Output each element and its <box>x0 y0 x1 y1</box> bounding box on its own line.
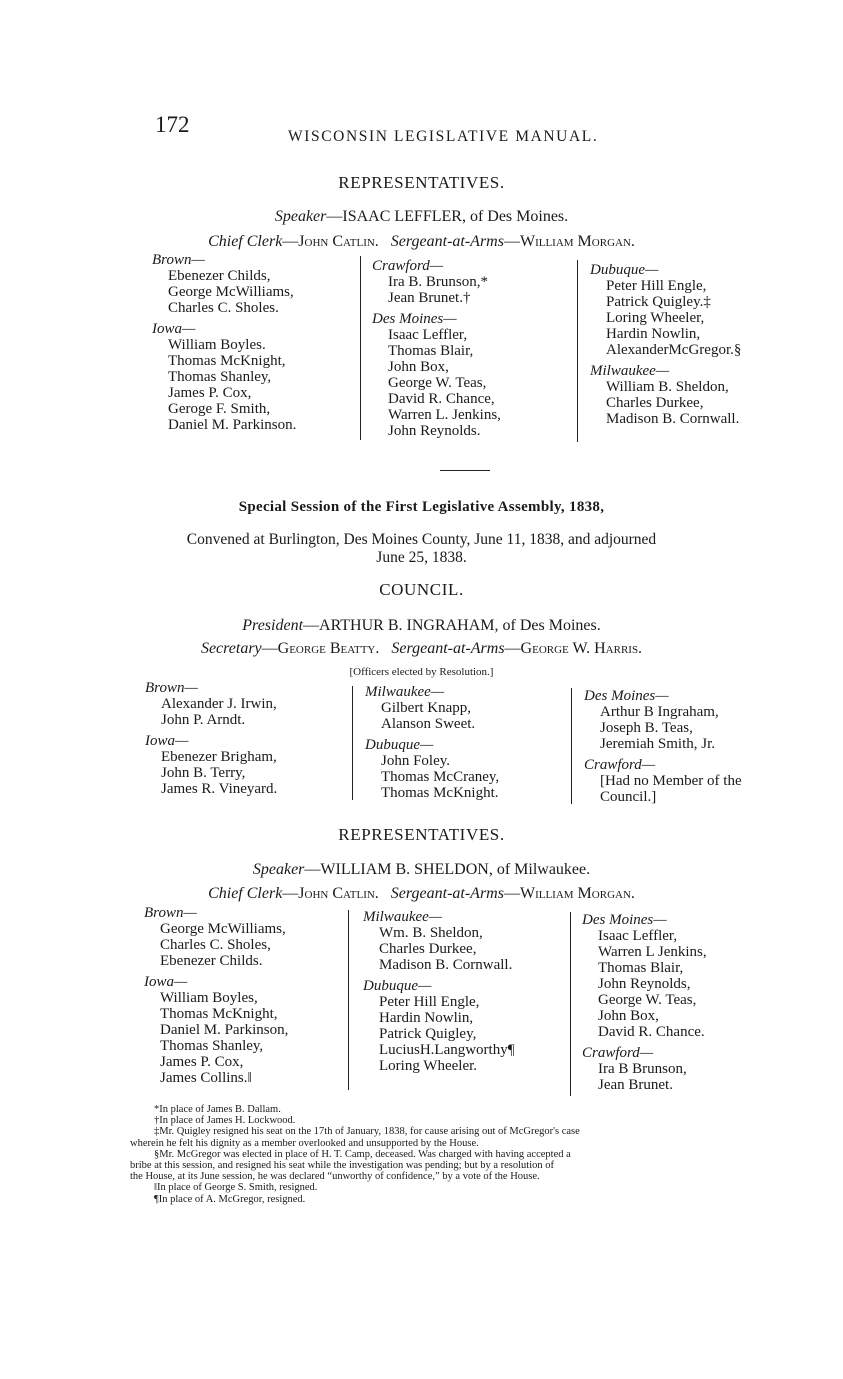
member-name: Charles C. Sholes. <box>168 300 279 316</box>
column-divider <box>577 260 578 442</box>
county-group <box>584 757 789 805</box>
county-name: Dubuque— <box>590 262 659 278</box>
county-name: Milwaukee— <box>363 909 443 925</box>
county-group <box>372 258 577 306</box>
president-role: President <box>242 617 304 634</box>
member-name: Geroge F. Smith, <box>168 401 271 417</box>
county-name: Milwaukee— <box>365 684 445 700</box>
secretary-line <box>0 640 843 658</box>
member-name: William B. Sheldon, <box>606 379 729 395</box>
footnote-line: ‡Mr. Quigley resigned his seat on the 17th of January, 1838, for cause arising out of McGregor's case <box>154 1126 580 1138</box>
county-group <box>363 978 568 1074</box>
council-sergeant-name: —George W. Harris. <box>504 640 643 657</box>
member-name: Wm. B. Sheldon, <box>379 925 483 941</box>
sergeant-role: Sergeant-at-Arms <box>390 885 504 902</box>
footnote-line: the House, at its June session, he was declared “unworthy of confidence,” by a vote of the House. <box>130 1171 540 1183</box>
footnote-line: ¶In place of A. McGregor, resigned. <box>154 1193 306 1205</box>
speaker-name: —ISAAC LEFFLER, of Des Moines. <box>326 208 569 225</box>
member-name: George McWilliams, <box>160 921 286 937</box>
sergeant-role: Sergeant-at-Arms <box>390 233 504 250</box>
member-name: William Boyles. <box>168 337 266 353</box>
county-group <box>363 909 568 973</box>
county-group <box>590 363 810 427</box>
clerk-line-2 <box>0 885 843 903</box>
speaker-line-1 <box>0 208 843 226</box>
county-name: Dubuque— <box>365 737 434 753</box>
county-group <box>145 680 345 728</box>
member-name: John P. Arndt. <box>161 712 246 728</box>
member-name: John Foley. <box>381 753 451 769</box>
convened-line-1: Convened at Burlington, Des Moines County, June 11, 1838, and adjourned <box>186 531 657 548</box>
member-name: James P. Cox, <box>168 385 252 401</box>
member-name: Loring Wheeler, <box>606 310 705 326</box>
county-group <box>584 688 789 752</box>
member-name: Thomas McCraney, <box>381 769 500 785</box>
member-name: Thomas McKnight. <box>381 785 499 801</box>
sec2-col3 <box>582 912 787 1098</box>
president-line <box>0 617 843 635</box>
member-name: Jeremiah Smith, Jr. <box>600 736 715 752</box>
clerk-name: —John Catlin. <box>282 233 379 250</box>
county-name: Brown— <box>145 680 198 696</box>
council-col1 <box>145 680 345 802</box>
footnotes <box>130 1104 780 1205</box>
clerk-line-1 <box>0 233 843 251</box>
member-name: Thomas McKnight, <box>168 353 286 369</box>
member-name: William Boyles, <box>160 990 258 1006</box>
clerk-role: Chief Clerk <box>208 885 283 902</box>
member-name: Jean Brunet. <box>598 1077 673 1093</box>
column-divider <box>360 256 361 440</box>
member-name: Ira B. Brunson,* <box>388 274 488 290</box>
convened-line-2: June 25, 1838. <box>376 549 467 566</box>
section-rule <box>440 470 490 471</box>
member-name: Alexander J. Irwin, <box>161 696 277 712</box>
member-name: [Had no Member of the Council.] <box>600 773 742 805</box>
member-name: Jean Brunet.† <box>388 290 471 306</box>
member-name: Daniel M. Parkinson. <box>168 417 297 433</box>
member-name: Thomas Shanley, <box>160 1038 264 1054</box>
sec1-col2 <box>372 258 577 444</box>
county-group <box>365 684 565 732</box>
clerk-role: Chief Clerk <box>208 233 283 250</box>
secretary-role: Secretary <box>200 640 262 657</box>
county-group <box>144 974 344 1086</box>
footnote-line: bribe at this session, and resigned his seat while the investigation was pending; but by a resolution of <box>130 1160 555 1172</box>
member-name: Charles Durkee, <box>606 395 704 411</box>
county-name: Des Moines— <box>584 688 669 704</box>
column-divider <box>571 688 572 804</box>
county-name: Dubuque— <box>363 978 432 994</box>
member-name: Isaac Leffler, <box>388 327 468 343</box>
member-name: LuciusH.Langworthy¶ <box>379 1042 515 1058</box>
member-name: James R. Vineyard. <box>161 781 278 797</box>
representatives-heading-2: REPRESENTATIVES. <box>338 825 505 844</box>
representatives-heading-1: REPRESENTATIVES. <box>338 173 505 192</box>
session-title: Special Session of the First Legislative Assembly, 1838, <box>238 499 605 515</box>
member-name: Peter Hill Engle, <box>606 278 707 294</box>
member-name: Warren L. Jenkins, <box>388 407 501 423</box>
member-name: Hardin Nowlin, <box>379 1010 474 1026</box>
speaker-line-2 <box>0 861 843 879</box>
member-name: Patrick Quigley.‡ <box>606 294 711 310</box>
member-name: John Box, <box>598 1008 659 1024</box>
council-col3 <box>584 688 789 810</box>
council-sergeant-role: Sergeant-at-Arms <box>391 640 505 657</box>
column-divider <box>352 686 353 800</box>
clerk-name: —John Catlin. <box>282 885 379 902</box>
sec1-col3 <box>590 262 810 432</box>
member-name: Madison B. Cornwall. <box>379 957 513 973</box>
member-name: George W. Teas, <box>598 992 697 1008</box>
county-name: Crawford— <box>582 1045 654 1061</box>
county-name: Brown— <box>144 905 197 921</box>
member-name: Madison B. Cornwall. <box>606 411 740 427</box>
running-head: WISCONSIN LEGISLATIVE MANUAL. <box>288 128 599 145</box>
member-name: Alanson Sweet. <box>381 716 476 732</box>
member-name: Ebenezer Childs. <box>160 953 263 969</box>
member-name: AlexanderMcGregor.§ <box>606 342 742 358</box>
county-group <box>372 311 577 439</box>
column-divider <box>348 910 349 1090</box>
page-number: 172 <box>155 112 190 137</box>
member-name: Daniel M. Parkinson, <box>160 1022 289 1038</box>
member-name: Peter Hill Engle, <box>379 994 480 1010</box>
member-name: Isaac Leffler, <box>598 928 678 944</box>
member-name: George W. Teas, <box>388 375 487 391</box>
sec2-col2 <box>363 909 568 1079</box>
member-name: Loring Wheeler. <box>379 1058 478 1074</box>
member-name: Charles Durkee, <box>379 941 477 957</box>
sec2-col1 <box>144 905 344 1091</box>
member-name: Arthur B Ingraham, <box>600 704 719 720</box>
sergeant-name: —William Morgan. <box>503 233 635 250</box>
county-name: Crawford— <box>372 258 444 274</box>
footnote-line: wherein he felt his dignity as a member overlooked and unsupported by the House. <box>130 1137 479 1149</box>
council-col2 <box>365 684 565 806</box>
member-name: James Collins.‖ <box>160 1070 252 1086</box>
member-name: Ira B Brunson, <box>598 1061 687 1077</box>
member-name: Joseph B. Teas, <box>600 720 693 736</box>
officers-note: [Officers elected by Resolution.] <box>349 666 494 678</box>
county-group <box>582 912 787 1040</box>
secretary-name: —George Beatty. <box>261 640 380 657</box>
member-name: David R. Chance. <box>598 1024 705 1040</box>
county-name: Milwaukee— <box>590 363 670 379</box>
footnote-line: *In place of James B. Dallam. <box>154 1104 281 1115</box>
member-name: John Box, <box>388 359 449 375</box>
footnote-line: †In place of James H. Lockwood. <box>154 1115 296 1127</box>
sec1-col1 <box>152 252 357 438</box>
county-name: Des Moines— <box>372 311 457 327</box>
member-name: John Reynolds, <box>598 976 691 992</box>
footnote-line: §Mr. McGregor was elected in place of H. T. Camp, deceased. Was charged with having accepted a <box>154 1148 571 1160</box>
member-name: Thomas Blair, <box>598 960 684 976</box>
member-name: Thomas McKnight, <box>160 1006 278 1022</box>
member-name: John Reynolds. <box>388 423 481 439</box>
county-name: Iowa— <box>152 321 196 337</box>
member-name: Charles C. Sholes, <box>160 937 271 953</box>
county-group <box>152 252 357 316</box>
county-group <box>152 321 357 433</box>
member-name: Ebenezer Brigham, <box>161 749 277 765</box>
county-group <box>144 905 344 969</box>
speaker-role: Speaker <box>274 208 327 225</box>
speaker-name: —WILLIAM B. SHELDON, of Milwaukee. <box>304 861 591 878</box>
county-group <box>365 737 565 801</box>
member-name: Gilbert Knapp, <box>381 700 471 716</box>
member-name: John B. Terry, <box>161 765 246 781</box>
sergeant-name: —William Morgan. <box>503 885 635 902</box>
member-name: Thomas Blair, <box>388 343 474 359</box>
member-name: James P. Cox, <box>160 1054 244 1070</box>
county-group <box>582 1045 787 1093</box>
president-name: —ARTHUR B. INGRAHAM, of Des Moines. <box>303 617 601 634</box>
county-name: Iowa— <box>145 733 189 749</box>
council-heading: COUNCIL. <box>379 580 464 599</box>
member-name: George McWilliams, <box>168 284 294 300</box>
column-divider <box>570 912 571 1096</box>
county-group <box>145 733 345 797</box>
footnote-line: ‖In place of George S. Smith, resigned. <box>154 1182 318 1194</box>
member-name: David R. Chance, <box>388 391 495 407</box>
county-name: Crawford— <box>584 757 656 773</box>
county-name: Brown— <box>152 252 205 268</box>
member-name: Ebenezer Childs, <box>168 268 271 284</box>
county-group <box>590 262 810 358</box>
member-name: Thomas Shanley, <box>168 369 272 385</box>
member-name: Warren L Jenkins, <box>598 944 707 960</box>
member-name: Patrick Quigley, <box>379 1026 477 1042</box>
county-name: Iowa— <box>144 974 188 990</box>
member-name: Hardin Nowlin, <box>606 326 701 342</box>
speaker-role: Speaker <box>252 861 305 878</box>
county-name: Des Moines— <box>582 912 667 928</box>
